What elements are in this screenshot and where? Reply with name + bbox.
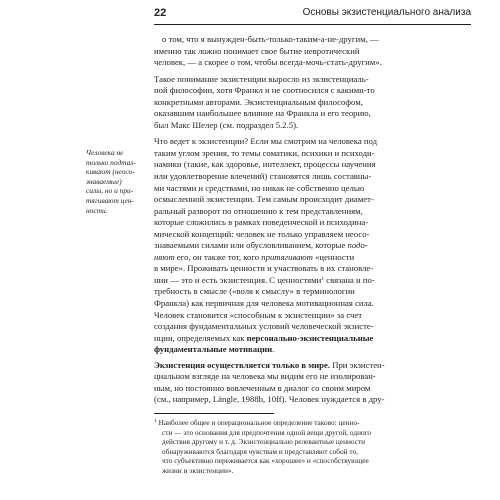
text-span: . xyxy=(272,344,275,355)
text-line: ной философии, хотя Франкл и не соотносился с какими-то xyxy=(154,85,375,96)
text-line: мической концепций: человек не только управляем неосо- xyxy=(154,228,370,239)
paragraph-what-leads-to-existence xyxy=(154,136,471,355)
footnote-line: жизни и экзистенции». xyxy=(162,465,234,475)
bold-lead: Экзистенция осуществляется только в мире. xyxy=(154,359,331,370)
text-line: требность в смысле («воля к смыслу» в терминологии xyxy=(154,286,355,297)
text-line: циальном взгляде на человека мы видим его не изолирован- xyxy=(154,371,376,382)
text-line: оказавшим наибольшее влияние на Франкла и его теорию, xyxy=(154,108,371,119)
text-line: которые сложились в рамках поведенческой и психодина- xyxy=(154,217,369,228)
text-line: осмысленной экзистенции. Тем самым происходит диамет- xyxy=(154,194,374,205)
paragraph-existence-in-world xyxy=(154,360,471,406)
margin-note-line: Человека не xyxy=(86,148,124,157)
text-line: ральный разворот по отношению к тем представлениям, xyxy=(154,205,363,216)
footnote-line: что субъективно переживается как «хорошее» и «способствующее xyxy=(162,456,369,465)
text-line: создания фундаментальных условий человеческой экзисте- xyxy=(154,321,374,332)
text-line: намики (такие, как здоровье, интеллект, процессы научения xyxy=(154,159,376,170)
text-span: «ценности xyxy=(315,251,355,262)
main-text xyxy=(154,34,471,411)
text-span: нции, определяемых как xyxy=(154,332,245,343)
text-span: знаваемыми силами или обусловливанием, которые xyxy=(154,240,346,251)
text-line: (см., например, Längle, 1988b, 10ff). Человек нуждается в дру- xyxy=(154,394,385,405)
footnote-line: действия другому и т. д. Экзистенциально релевантные ценности xyxy=(162,437,366,446)
footnote-marker: 1 xyxy=(154,418,157,424)
margin-note-line: знаваемые) xyxy=(86,176,122,186)
margin-note-line: кивают (неосо- xyxy=(86,167,135,177)
footnote-rule xyxy=(154,413,274,414)
text-line: именно так ложно понимает свое бытие невротический xyxy=(154,45,360,56)
footnote-line xyxy=(154,418,471,428)
text-line: Франкла) как первичная для человека мотивационная сила. xyxy=(154,298,374,309)
paragraph-continuation xyxy=(154,34,471,69)
page-number: 22 xyxy=(154,7,167,19)
text-line: Человек становится «способным к экзистенции» за счет xyxy=(154,309,363,320)
margin-note-line: только подтал- xyxy=(86,157,136,167)
text-line xyxy=(154,333,471,345)
text-line: ми частями и средствами, но никак не собственно целью xyxy=(154,182,365,193)
text-span: При экзистен- xyxy=(332,359,385,370)
text-line: или удовлетворение влечений) становятся лишь составны- xyxy=(154,171,372,182)
footnote xyxy=(154,418,471,475)
text-span: нии — это и есть экзистенция. С ценностями xyxy=(154,274,322,285)
margin-note-line: силы, но и при- xyxy=(86,186,134,196)
text-line: ным, но постоянно вовлеченным в диалог со своим миром xyxy=(154,382,371,393)
bold-term: фундаментальные мотивации xyxy=(154,344,273,355)
text-line: Такое понимание экзистенции выросло из экзистенциаль- xyxy=(154,73,369,84)
footnote-reference: 1 xyxy=(321,275,325,282)
text-span: Наиболее общее и операциональное определение таково: ценно- xyxy=(158,418,360,427)
margin-note xyxy=(86,148,148,215)
text-line: Что ведет к экзистенции? Если мы смотрим на человека под xyxy=(154,136,378,147)
text-line xyxy=(154,275,471,287)
text-line xyxy=(154,360,471,372)
margin-note-line: ности. xyxy=(86,205,108,215)
page-header xyxy=(154,6,471,20)
text-line xyxy=(154,240,471,252)
running-head: Основы экзистенциального анализа xyxy=(302,7,471,18)
margin-note-line: тягивают цен- xyxy=(86,195,134,205)
bold-term: персонально-экзистенциальные xyxy=(246,332,374,343)
text-line xyxy=(154,344,471,356)
footnote-line: сти — это основания для предпочтения одной вещи другой, одного xyxy=(162,427,372,437)
text-line: о том, что я вынужден-быть-только-таким-а-не-другим, — xyxy=(162,34,379,44)
text-line: таким углом зрения, то темы соматики, психики и психоди- xyxy=(154,147,375,158)
text-line: человек, — а скорее о том, чтобы всегда-мочь-стать-другим». xyxy=(154,57,382,68)
text-line: в мире». Проживать ценности и участвовать в их становле- xyxy=(154,263,374,274)
paragraph-existential-philosophy xyxy=(154,74,471,132)
emphasis-text: подо- xyxy=(347,240,368,251)
header-rule xyxy=(154,24,471,25)
emphasis-text: притягивают xyxy=(261,251,313,262)
emphasis-text: няют xyxy=(154,251,175,262)
text-line: был Макс Шелер (см. подраздел 5.2.5). xyxy=(154,119,299,130)
text-line: конкретными авторами. Экзистенциальным философом, xyxy=(154,96,363,107)
footnote-line: обнаруживаются благодаря чувствам и представляют собой то, xyxy=(162,446,358,456)
text-line xyxy=(154,252,471,264)
text-span: связана и по- xyxy=(326,274,375,285)
text-span: его, он также тот, кого xyxy=(176,251,260,262)
